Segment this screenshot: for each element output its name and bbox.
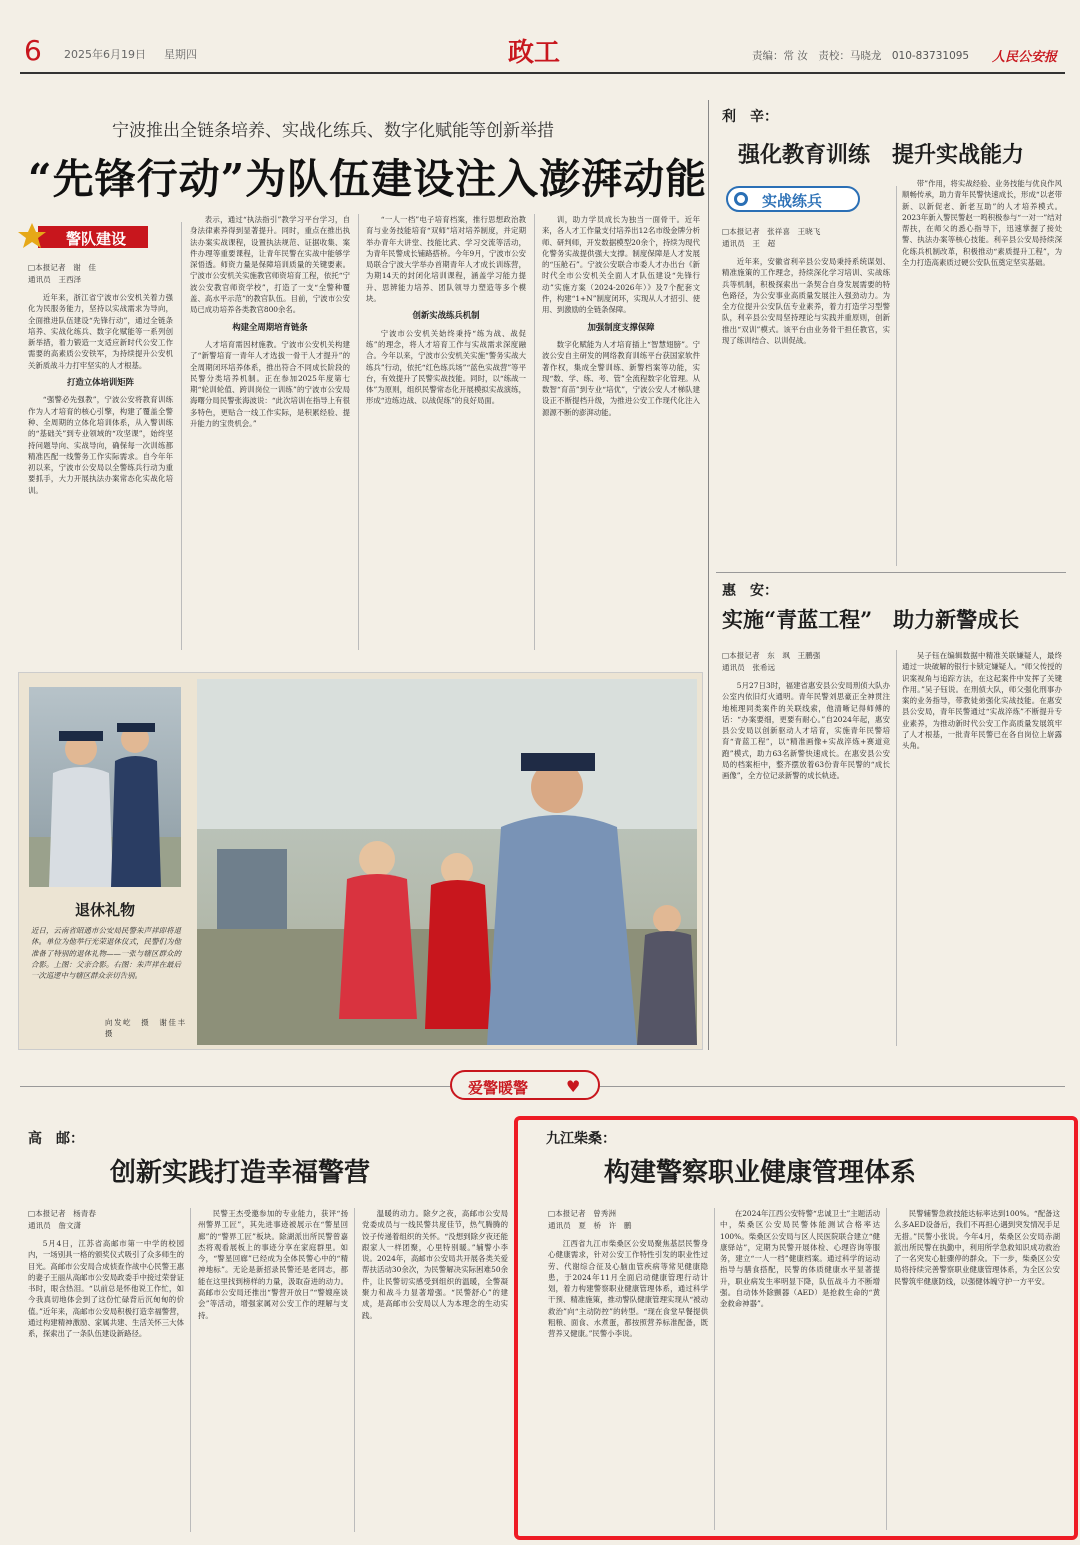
section-badge [20, 222, 150, 250]
column-rule [714, 1208, 715, 1530]
lixin-byline-1: □本报记者 张祥喜 王晓飞 [722, 227, 821, 236]
jiujiang-byline-2: 通讯员 夏 桥 许 鹏 [548, 1221, 632, 1230]
jiujiang-byline-1: □本报记者 曾秀洲 [548, 1209, 616, 1218]
lixin-place: 利 辛： [722, 109, 778, 125]
jiujiang-place: 九江柴桑： [546, 1131, 616, 1147]
column-rule [896, 186, 897, 566]
lead-column-4 [542, 214, 700, 650]
lead-paragraph: 数字化赋能为人才培育插上“智慧翅膀”。宁波公安自主研发的网络教育训练平台获国家软件著作权，集成全警训练、新警档案等功能，实现“数、学、练、考、管”全流程数字化管理。从数智“育苗”到专业“培优”，宁波公安人才梯队建设正不断提档升级，为推进公安工作现代化注入源源不断的澎湃动能。 [542, 339, 700, 417]
lead-paragraph: 训，助力学员成长为独当一面骨干。近年来，各人才工作量支付培养出12名市级金牌分析师、研判师，开发数据模型20余个，持续为现代化警务实战提供强大支撑。制度保障是人才发展的“压舱石”。宁波公安联合市委人才办出台《新时代全市公安机关全面人才队伍建设“先锋行动”实施方案（2024-2026年）》及7个配套文件，构建“1+N”制度闭环，实现从人才招引、使用、到激励的全链条保障。 [542, 215, 700, 315]
photo-caption-title: 退休礼物 [75, 901, 136, 919]
lixin-paragraph: 近年来，安徽省利辛县公安局秉持系统谋划、精准施策的工作理念，持续深化学习培训、实战练兵等机制，积极探索出一条契合自身发展需要的特色路径，为公安事业高质量发展注入强劲动力。为全方位提升公安队伍专业素养，着力打造学习型警队，利辛县公安局坚持理论与实践并重原则，创新推出“双训”模式。该平台由业务骨干担任教官，实现了练训结合、以训促战。 [722, 257, 890, 346]
gaoyou-byline-1: □本报记者 杨青春 [28, 1209, 96, 1218]
officers-photo-icon [29, 687, 181, 887]
huian-column-1 [722, 650, 890, 1046]
lixin-title: 强化教育训练 提升实战能力 [738, 142, 1025, 168]
lixin-byline-2: 通讯员 王 超 [722, 239, 776, 248]
gaoyou-column-1 [28, 1208, 184, 1532]
huian-column-2 [902, 650, 1062, 1046]
issue-date: 2025年6月19日 [64, 48, 146, 61]
jiujiang-column-3 [894, 1208, 1060, 1530]
jiujiang-paragraph: 民警辅警急救技能达标率达到100%。“配备这么多AED设备后，我们不再担心遇到突发情况手足无措。”民警小张说。今年4月，柴桑区公安局赤湖派出所民警在执勤中，利用所学急救知识成功救治了一名突发心脏骤停的群众。下一步，柴桑区公安局将持续完善警察职业健康管理体系，为全区公安民警筑牢健康防线，以强健体魄守护一方平安。 [894, 1209, 1060, 1286]
lead-subhead-3: 创新实战练兵机制 [412, 310, 480, 321]
lead-paragraph: “强警必先强教”，宁波公安将教育训练作为人才培育的核心引擎，构建了覆盖全警种、全周期的立体化培训体系，从入警训练的“基础关”到专业领域的“攻坚课”，始终坚持问题导向、实战导向，确保每一次训练都精准匹配一线警务工作实际需求。自今年年初以来，宁波市公安局以全警练兵行动为重要抓手，大力开展执法办案常态化实战化培训。 [28, 395, 173, 495]
column-rule [190, 1208, 191, 1532]
jiujiang-column-2 [720, 1208, 880, 1530]
column-rule [358, 214, 359, 650]
lead-column-3 [366, 214, 526, 650]
photo-left [29, 687, 181, 887]
jiujiang-paragraph: 江西省九江市柴桑区公安局聚焦基层民警身心健康需求，针对公安工作特性引发的职业性过劳、代谢综合征及心脑血管疾病等常见健康隐患，于2024年11月全面启动健康管理行动计划，着力构建警察职业健康管理体系，通过科学干预、精准施策，推动警队健康管理实现从“被动救治”向“主动防控”的转型。“现在食堂早餐提供粗粮、面食、水煮蛋，都按照营养标准配备，既营养又健康。”民警小李说。 [548, 1239, 708, 1339]
huian-byline-2: 通讯员 张希远 [722, 663, 776, 672]
editor-line: 责编：常 汝 责校：马晓龙 010-83731095 [752, 50, 970, 62]
band-label: 爱警暖警 [468, 1079, 529, 1097]
page-number: 6 [24, 34, 42, 67]
gaoyou-column-3 [362, 1208, 508, 1532]
jiujiang-column-1 [548, 1208, 708, 1530]
huian-byline-1: □本报记者 东 飒 王鹏强 [722, 651, 821, 660]
lixin-column-1 [722, 226, 890, 566]
heart-icon: ♥ [566, 1077, 581, 1096]
lead-byline-1: □本报记者 谢 佳 [28, 263, 96, 272]
lead-column-1 [28, 262, 173, 650]
huian-paragraph: 5月27日3时，福建省惠安县公安局刑侦大队办公室内依旧灯火通明。青年民警刘思豪正全神贯注地梳理同类案件的关联线索，他清晰记得师傅的话：“办案要细，更要有耐心。”自2024年起，惠安县公安局以创新驱动人才培育，实施青年民警培育“青蓝工程”，以“精准画像+实战淬炼+赛道竞跑”模式，助力63名新警快速成长。在惠安县公安局的档案柜中，整齐摆放着63份青年民警的“成长画像”，全方位记录新警的成长轨迹。 [722, 681, 890, 781]
lead-column-2 [190, 214, 350, 650]
jiujiang-title: 构建警察职业健康管理体系 [604, 1158, 917, 1188]
section-title: 政工 [508, 38, 561, 68]
lead-title: “先锋行动”为队伍建设注入澎湃动能 [28, 155, 708, 203]
photo-credit: 向发屹 摄 谢佳丰 摄 [105, 1018, 193, 1039]
target-icon [734, 192, 748, 206]
gaoyou-paragraph: 民警王杰受邀参加的专业能力，获评“扬州警界工匠”，其先进事迹被展示在“警星回廊”的“警界工匠”板块。除湖派出所民警曾嘉杰将观看展板上的事迹分享在家庭群里。如今，“警星回廊”已经成为全体民警心中的“精神地标”。无论是新招录民警还是老同志，都能在这里找到榜样的力量，汲取奋进的动力。高邮市公安局还推出“警营开放日”“警嫂座谈会”等活动，增强家属对公安工作的理解与支持。 [198, 1209, 348, 1320]
gaoyou-paragraph: 温暖的动力。除夕之夜，高邮市公安局党委成员与一线民警共度佳节，热气腾腾的饺子传递着组织的关怀。“没想到除夕夜还能跟家人一样团聚，心里特别暖。”辅警小李说。2024年，高邮市公安局共开展各类关爱帮扶活动30余次，为民警解决实际困难50余件，让民警切实感受到组织的温暖，全警凝聚力和战斗力显著增强。“民警舒心”的建成，是高邮市公安局以人为本理念的生动实践。 [362, 1209, 508, 1320]
lead-paragraph: 近年来，浙江省宁波市公安机关着力强化为民服务能力，坚持以实战需求为导向，全面推进队伍建设“先锋行动”，通过全链条培养、实战化练兵、数字化赋能等一系列创新举措，着力锻造一支适应新时代公安工作需要的高素质公安铁军，为持续提升公安机关新质战斗力打牢坚实的人才根基。 [28, 293, 173, 370]
gaoyou-paragraph: 5月4日，江苏省高邮市第一中学的校园内，一场别具一格的颁奖仪式吸引了众多师生的目光。高邮市公安局合成侦查作战中心民警王惠的妻子王丽从高邮市公安局政委手中接过荣誉证书时，眼含热泪。“以前总是怀他说工作忙，如今我真切地体会到了这份忙碌背后沉甸甸的价值。”近年来，高邮市公安局积极打造幸福警营，通过构建精神激励、家属共建、生活关怀三大体系，探索出了一条队伍建设新路径。 [28, 1239, 184, 1339]
lead-subhead-1: 打造立体培训矩阵 [67, 377, 134, 388]
gaoyou-column-2 [198, 1208, 348, 1532]
huian-place: 惠 安： [722, 583, 778, 599]
section-rule [708, 100, 709, 1050]
lead-byline-2: 通讯员 王西泽 [28, 275, 82, 284]
article-rule [716, 572, 1066, 573]
column-rule [181, 222, 182, 650]
lead-paragraph: 人才培育需因材施教。宁波市公安机关构建了“新警培育一青年人才选拔一骨干人才提升”的全周期闭环培养体系，推出符合不同成长阶段的民警分类培养机制。正在参加2025年度第七期“轮训轮值、跨训岗位一训练”的宁波市公安局海曙分局民警张海波说：“此次培训在指导上有很多特色，更贴合一线工作实际，是积累经验、提升能力的宝贵机会。” [190, 339, 350, 429]
lixin-column-2 [902, 178, 1062, 566]
newspaper-logo: 人民公安报 [992, 50, 1058, 65]
gaoyou-place: 高 邮： [28, 1131, 84, 1147]
column-rule [886, 1208, 887, 1530]
issue-weekday: 星期四 [164, 48, 197, 61]
lixin-paragraph: 带”作用，将实战经验、业务技能与优良作风顺畅传承，助力青年民警快速成长，形成“以老带新、以新促老、新老互助”的人才培养模式。2023年新入警民警赵一鸣积极参与“一对一”结对帮扶，在师父的悉心指导下，迅速掌握了接处警、执法办案等核心技能。利辛县公安局持续深化练兵机制改革，积极推动“素质提升工程”，为全力打造高素质过硬公安队伍奠定坚实基础。 [902, 179, 1062, 268]
lixin-badge [726, 186, 860, 212]
header-rule [20, 72, 1065, 74]
jiujiang-paragraph: 在2024年江西公安特警“忠诚卫士”主题活动中，柴桑区公安局民警体能测试合格率达100%。柴桑区公安局与区人民医院联合建立“健康驿站”，定期为民警开展体检、心理咨询等服务，建立“一人一档”健康档案。通过科学的运动指导与膳食搭配，民警的体质健康水平显著提升，职业病发生率明显下降，队伍战斗力不断增强。自动体外除颤器（AED）是抢救生命的“黄金救命神器”。 [720, 1209, 880, 1309]
farewell-photo-icon [197, 679, 697, 1045]
photo-caption-text: 近日，云南省昭通市公安局民警朱声祥即将退休。单位为他举行光荣退休仪式，民警们为他准备了特别的退休礼物——一张与辖区群众的合影。上图：父亲合影。右图：朱声祥在最后一次巡逻中与辖区群众亲切告别。 [31, 926, 181, 981]
lead-kicker: 宁波推出全链条培养、实战化练兵、数字化赋能等创新举措 [112, 121, 554, 141]
column-rule [896, 650, 897, 1046]
lead-paragraph: “一人一档”电子培育档案，推行思想政治教育与业务技能培育“双师”培对培养制度，并定期举办青年大讲堂、技能比武、学习交流等活动，为青年民警成长铺路搭桥。今年9月，宁波市公安局联合宁波大学举办首期青年人才成长训练营，为期14天的封闭化培训课程，涵盖学习能力提升、思辨能力培养、团队领导力塑造等多个模块。 [366, 215, 526, 304]
column-rule [354, 1208, 355, 1532]
photo-right [197, 679, 697, 1045]
huian-paragraph: 吴子钰在编辑数据中精准关联嫌疑人，最终通过一块破解的银行卡锁定嫌疑人。“师父传授的识案视角与追踪方法，在这起案件中发挥了关键作用。”吴子钰说。在刑侦大队，师父强化刑事办案的业务指导，带教徒弟强化实战技能。在惠安县公安局，青年民警通过“实战淬炼”不断提升专业素养，为推动新时代公安工作高质量发展筑牢了人才根基，一批青年民警已在各自岗位上崭露头角。 [902, 651, 1062, 751]
lead-subhead-4: 加强制度支撑保障 [587, 321, 655, 332]
huian-title: 实施“青蓝工程” 助力新警成长 [722, 607, 1020, 632]
lead-paragraph: 表示，通过“执法指引”教学习平台学习，自身法律素养得到显著提升。同时，重点在推出执法办案实战课程，设置执法规范、证据收集、案件办理等重要课程，让青年民警在实战中能够学深悟透。师资力量是保障培训质量的关键要素。宁波市公安机关实施教官师资培育工程，依托“宁波公安教官师资学校”，打造了一支“全警种覆盖、高水平示范”的教官队伍。目前，宁波市公安局已成功培养各类教官800余名。 [190, 215, 350, 315]
photo-block [18, 672, 703, 1050]
band-label-box [450, 1070, 600, 1100]
badge-label: 实战练兵 [762, 192, 823, 210]
column-rule [534, 214, 535, 650]
badge-label: 警队建设 [66, 230, 127, 248]
lead-subhead-2: 构建全周期培育链条 [232, 321, 308, 332]
gaoyou-byline-2: 通讯员 詹文潇 [28, 1221, 82, 1230]
lead-paragraph: 宁波市公安机关始终秉持“练为战、战促练”的理念，将人才培育工作与实战需求深度融合。今年以来，宁波市公安机关实施“警务实战大练兵”行动，依托“红色练兵场”“蓝色实战营”等平台，有效提升了民警实战技能。同时，以“练战一体”为原则，组织民警常态化开展模拟实战演练，形成“边练边战、以战促练”的良好局面。 [366, 328, 526, 406]
gaoyou-title: 创新实践打造幸福警营 [110, 1158, 371, 1188]
